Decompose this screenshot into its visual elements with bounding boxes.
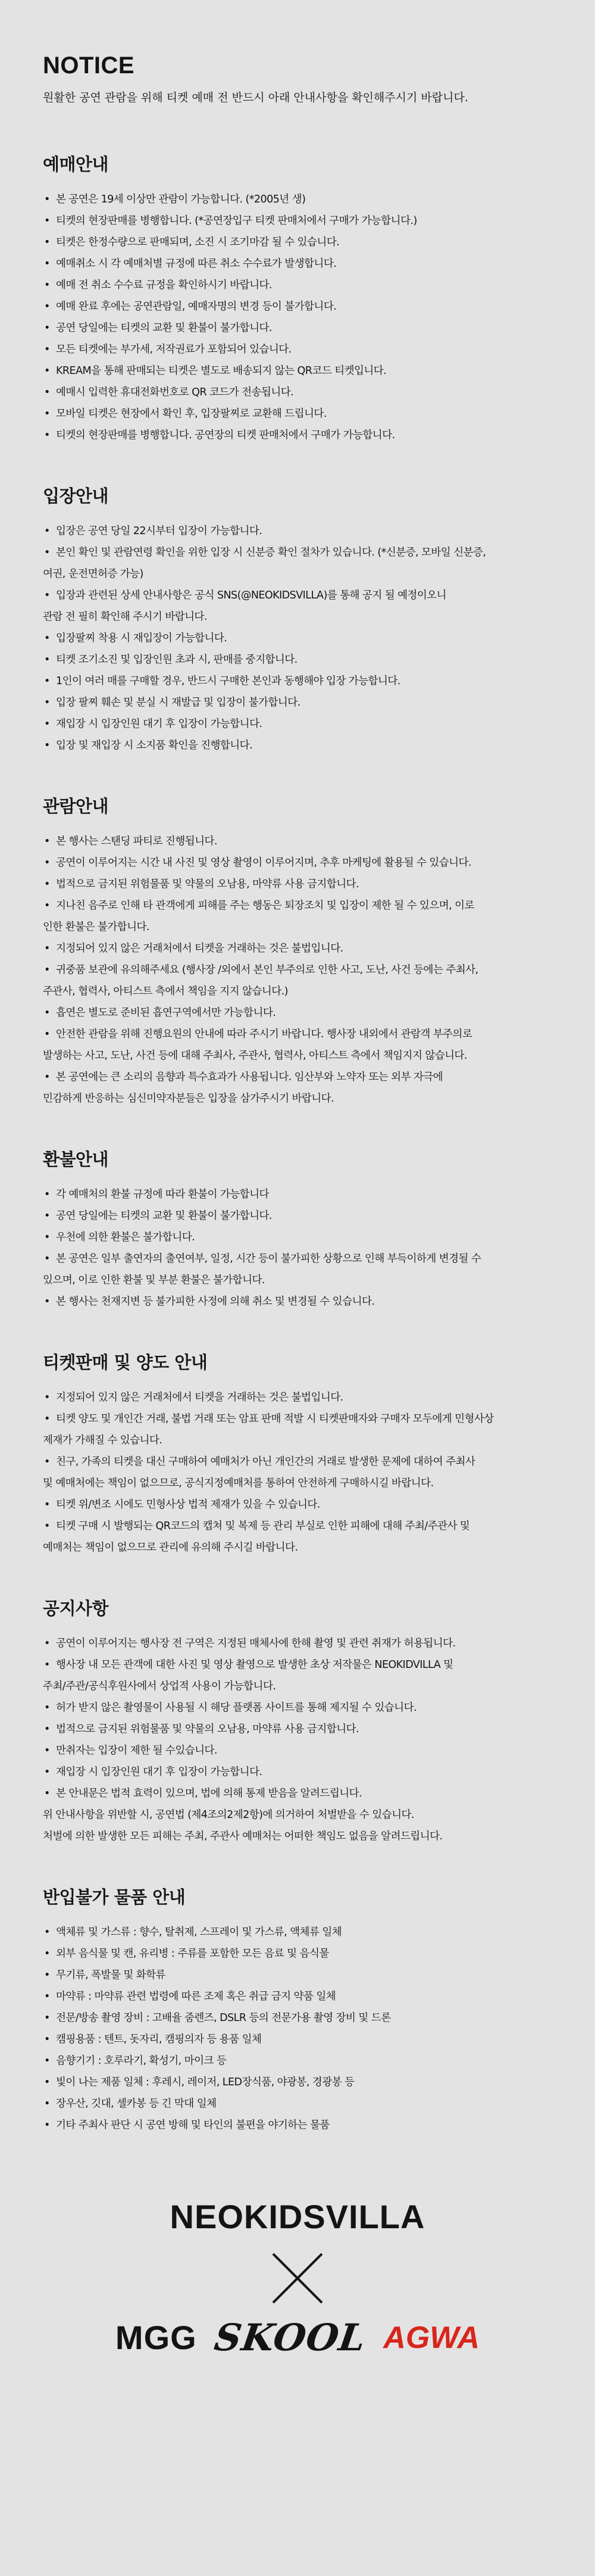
list-item: • 각 예매처의 환불 규정에 따라 환불이 가능합니다 <box>43 1184 552 1205</box>
section-heading: 입장안내 <box>43 486 109 506</box>
list-item: • 음향기기 : 호루라기, 확성기, 마이크 등 <box>43 2050 552 2072</box>
skool-logo: SKOOL <box>211 2316 369 2359</box>
notice-section <box>43 151 552 446</box>
list-item: • 예매 전 취소 수수료 규정을 확인하시기 바랍니다. <box>43 275 552 296</box>
list-item: • 티켓 양도 및 개인간 거래, 불법 거래 또는 암표 판매 적발 시 티켓판매자와 구매자 모두에게 민형사상 <box>43 1408 552 1430</box>
list-item-continuation: 예매처는 책임이 없으므로 관리에 유의해 주시길 바랍니다. <box>43 1542 298 1554</box>
list-item: • 티켓 위/변조 시에도 민형사상 법적 제재가 있을 수 있습니다. <box>43 1494 552 1515</box>
list-item: • 본 안내문은 법적 효력이 있으며, 법에 의해 통제 받음을 알려드립니다. <box>43 1783 552 1804</box>
section-item-list <box>43 1184 552 1312</box>
list-item: • 빛이 나는 제품 일체 : 후레시, 레이저, LED장식품, 야광봉, 경광봉 등 <box>43 2072 552 2093</box>
list-item: • 무기류, 폭발물 및 화학류 <box>43 1964 552 1986</box>
list-item: • 본인 확인 및 관람연령 확인을 위한 입장 시 신분증 확인 절차가 있습니다. (*신분증, 모바일 신분증, <box>43 542 552 563</box>
list-item-continuation: 및 예매처에는 책임이 없으므로, 공식지정예매처를 통하여 안전하게 구매하시길 바랍니다. <box>43 1477 434 1489</box>
section-item-list <box>43 831 552 1109</box>
list-item: • 친구, 가족의 티켓을 대신 구매하여 예매처가 아닌 개인간의 거래로 발생한 문제에 대하여 주최사 <box>43 1451 552 1473</box>
list-item: • 입장은 공연 당일 22시부터 입장이 가능합니다. <box>43 520 552 542</box>
list-item: • 기타 주최사 판단 시 공연 방해 및 타인의 불편을 야기하는 물품 <box>43 2115 552 2136</box>
list-item: • 재입장 시 입장인원 대기 후 입장이 가능합니다. <box>43 1761 552 1783</box>
list-item: • 공연 당일에는 티켓의 교환 및 환불이 불가합니다. <box>43 317 552 339</box>
list-item-continuation: 주관사, 협력사, 아티스트 측에서 책임을 지지 않습니다.) <box>43 986 288 997</box>
list-item: • 우천에 의한 환불은 불가합니다. <box>43 1227 552 1248</box>
list-item: • 허가 받지 않은 촬영물이 사용될 시 해당 플랫폼 사이트를 통해 제지될 수 있습니다. <box>43 1697 552 1719</box>
list-item: • 예매 완료 후에는 공연관람일, 예매자명의 변경 등이 불가합니다. <box>43 296 552 317</box>
list-item: • 귀중품 보관에 유의해주세요 (행사장 /외에서 본인 부주의로 인한 사고, 도난, 사건 등에는 주최사, <box>43 959 552 981</box>
list-item: • 마약류 : 마약류 관련 법령에 따른 조제 혹은 취급 금지 약품 일체 <box>43 1986 552 2007</box>
list-item: • 본 공연에는 큰 소리의 음향과 특수효과가 사용됩니다. 임산부와 노약자 또는 외부 자극에 <box>43 1066 552 1088</box>
list-item: • 캠핑용품 : 텐트, 돗자리, 캠핑의자 등 용품 일체 <box>43 2029 552 2050</box>
list-item: • 입장팔찌 착용 시 재입장이 가능합니다. <box>43 628 552 649</box>
notice-section <box>43 1884 552 2136</box>
list-item: • 지나친 음주로 인해 타 관객에게 피해를 주는 행동은 퇴장조치 및 입장이 제한 될 수 있으며, 이로 <box>43 895 552 916</box>
section-heading: 환불안내 <box>43 1149 109 1170</box>
list-item: • 입장 팔찌 훼손 및 분실 시 재발급 및 입장이 불가합니다. <box>43 692 552 713</box>
list-item: • 모바일 티켓은 현장에서 확인 후, 입장팔찌로 교환해 드립니다. <box>43 403 552 425</box>
page-subtitle: 원활한 공연 관람을 위해 티켓 예매 전 반드시 아래 안내사항을 확인해주시기 바랍니다. <box>43 91 468 104</box>
list-item: • 법적으로 금지된 위험물품 및 약물의 오남용, 마약류 사용 금지합니다. <box>43 874 552 895</box>
page-title: NOTICE <box>43 52 135 79</box>
agwa-logo: AGWA <box>383 2320 480 2355</box>
neokidsvilla-logo: NEOKIDSVILLA <box>170 2198 425 2235</box>
list-item-continuation: 발생하는 사고, 도난, 사건 등에 대해 주최사, 주관사, 협력사, 아티스트 측에서 책임지지 않습니다. <box>43 1050 467 1062</box>
section-heading: 반입불가 물품 안내 <box>43 1887 186 1907</box>
list-item-continuation: 주최/주관/공식후원사에서 상업적 사용이 가능합니다. <box>43 1680 276 1692</box>
list-item: • 안전한 관람을 위해 진행요원의 안내에 따라 주시기 바랍니다. 행사장 내외에서 관람객 부주의로 <box>43 1024 552 1045</box>
notice-section <box>43 793 552 1109</box>
section-item-list <box>43 1387 552 1558</box>
footer-logos <box>0 2197 595 2359</box>
section-item-list <box>43 1633 552 1847</box>
list-item: • 티켓의 현장판매를 병행합니다. 공연장의 티켓 판매처에서 구매가 가능합니다. <box>43 425 552 446</box>
list-item: • KREAM을 통해 판매되는 티켓은 별도로 배송되지 않는 QR코드 티켓입니다. <box>43 360 552 382</box>
list-item-continuation: 제재가 가해질 수 있습니다. <box>43 1434 162 1446</box>
notice-section <box>43 1595 552 1847</box>
section-item-list <box>43 1922 552 2136</box>
list-item: • 법적으로 금지된 위험물품 및 약물의 오남용, 마약류 사용 금지합니다. <box>43 1719 552 1740</box>
section-heading: 예매안내 <box>43 154 109 174</box>
list-item-continuation: 민감하게 반응하는 심신미약자분들은 입장을 삼가주시기 바랍니다. <box>43 1093 334 1105</box>
notice-sections <box>43 151 552 2136</box>
list-item: • 공연 당일에는 티켓의 교환 및 환불이 불가합니다. <box>43 1205 552 1227</box>
list-item: • 본 행사는 스탠딩 파티로 진행됩니다. <box>43 831 552 852</box>
list-item: • 장우산, 깃대, 셀카봉 등 긴 막대 일체 <box>43 2093 552 2115</box>
list-item: • 전문/방송 촬영 장비 : 고배율 줌렌즈, DSLR 등의 전문가용 촬영 장비 및 드론 <box>43 2007 552 2029</box>
notice-section <box>43 483 552 756</box>
partner-logos <box>0 2316 595 2359</box>
list-item: • 티켓은 한정수량으로 판매되며, 소진 시 조기마감 될 수 있습니다. <box>43 232 552 253</box>
list-item: • 입장 및 재입장 시 소지품 확인을 진행합니다. <box>43 735 552 756</box>
list-item: • 입장과 관련된 상세 안내사항은 공식 SNS(@NEOKIDSVILLA)를 통해 공지 될 예정이오니 <box>43 585 552 606</box>
section-item-list <box>43 520 552 756</box>
section-heading: 공지사항 <box>43 1598 109 1618</box>
list-item-continuation: 처벌에 의한 발생한 모든 피해는 주최, 주관사 예매처는 어떠한 책임도 없음을 알려드립니다. <box>43 1830 443 1842</box>
list-item: • 본 공연은 19세 이상만 관람이 가능합니다. (*2005년 생) <box>43 189 552 210</box>
list-item: • 티켓 조기소진 및 입장인원 초과 시, 판매를 중지합니다. <box>43 649 552 670</box>
list-item-continuation: 여권, 운전면허증 가능) <box>43 568 143 580</box>
mgg-logo: MGG <box>115 2319 197 2356</box>
section-heading: 관람안내 <box>43 796 109 816</box>
list-item: • 예매취소 시 각 예매처별 규정에 따른 취소 수수료가 발생합니다. <box>43 253 552 275</box>
list-item: • 공연이 이루어지는 행사장 전 구역은 지정된 매체사에 한해 촬영 및 관련 취재가 허용됩니다. <box>43 1633 552 1654</box>
list-item: • 지정되어 있지 않은 거래처에서 티켓을 거래하는 것은 불법입니다. <box>43 1387 552 1408</box>
list-item: • 지정되어 있지 않은 거래처에서 티켓을 거래하는 것은 불법입니다. <box>43 938 552 959</box>
notice-section <box>43 1349 552 1558</box>
list-item: • 모든 티켓에는 부가세, 저작권료가 포함되어 있습니다. <box>43 339 552 360</box>
list-item: • 액체류 및 가스류 : 향수, 탈취제, 스프레이 및 가스류, 액체류 일체 <box>43 1922 552 1943</box>
list-item: • 1인이 여러 매를 구매할 경우, 반드시 구매한 본인과 동행해야 입장 가능합니다. <box>43 670 552 692</box>
section-item-list <box>43 189 552 446</box>
section-heading: 티켓판매 및 양도 안내 <box>43 1352 208 1373</box>
list-item: • 티켓의 현장판매를 병행합니다. (*공연장입구 티켓 판매처에서 구매가 가능합니다.) <box>43 210 552 232</box>
list-item: • 본 공연은 일부 출연자의 출연여부, 일정, 시간 등이 불가피한 상황으로 인해 부득이하게 변경될 수 <box>43 1248 552 1270</box>
list-item: • 공연이 이루어지는 시간 내 사진 및 영상 촬영이 이루어지며, 추후 마케팅에 활용될 수 있습니다. <box>43 852 552 874</box>
list-item: • 만취자는 입장이 제한 될 수있습니다. <box>43 1740 552 1761</box>
list-item: • 외부 음식물 및 캔, 유리병 : 주류를 포함한 모든 음료 및 음식물 <box>43 1943 552 1964</box>
list-item-continuation: 관람 전 필히 확인해 주시기 바랍니다. <box>43 611 207 623</box>
list-item-continuation: 위 안내사항을 위반할 시, 공연법 (제4조의2제2항)에 의거하여 처벌받을 수 있습니다. <box>43 1809 414 1821</box>
list-item: • 본 행사는 천재지변 등 불가피한 사정에 의해 취소 및 변경될 수 있습니다. <box>43 1291 552 1312</box>
list-item: • 재입장 시 입장인원 대기 후 입장이 가능합니다. <box>43 713 552 735</box>
list-item: • 예매시 입력한 휴대전화번호로 QR 코드가 전송됩니다. <box>43 382 552 403</box>
list-item: • 흡연은 별도로 준비된 흡연구역에서만 가능합니다. <box>43 1002 552 1024</box>
notice-section <box>43 1146 552 1312</box>
list-item-continuation: 있으며, 이로 인한 환불 및 부분 환불은 불가합니다. <box>43 1274 265 1286</box>
list-item: • 티켓 구매 시 발행되는 QR코드의 캡쳐 및 복제 등 관리 부실로 인한 피해에 대해 주최/주관사 및 <box>43 1515 552 1537</box>
list-item: • 행사장 내 모든 관객에 대한 사진 및 영상 촬영으로 발생한 초상 저작물은 NEOKIDVILLA 및 <box>43 1654 552 1676</box>
collaboration-x-icon <box>271 2251 324 2305</box>
list-item-continuation: 인한 환불은 불가합니다. <box>43 921 149 933</box>
